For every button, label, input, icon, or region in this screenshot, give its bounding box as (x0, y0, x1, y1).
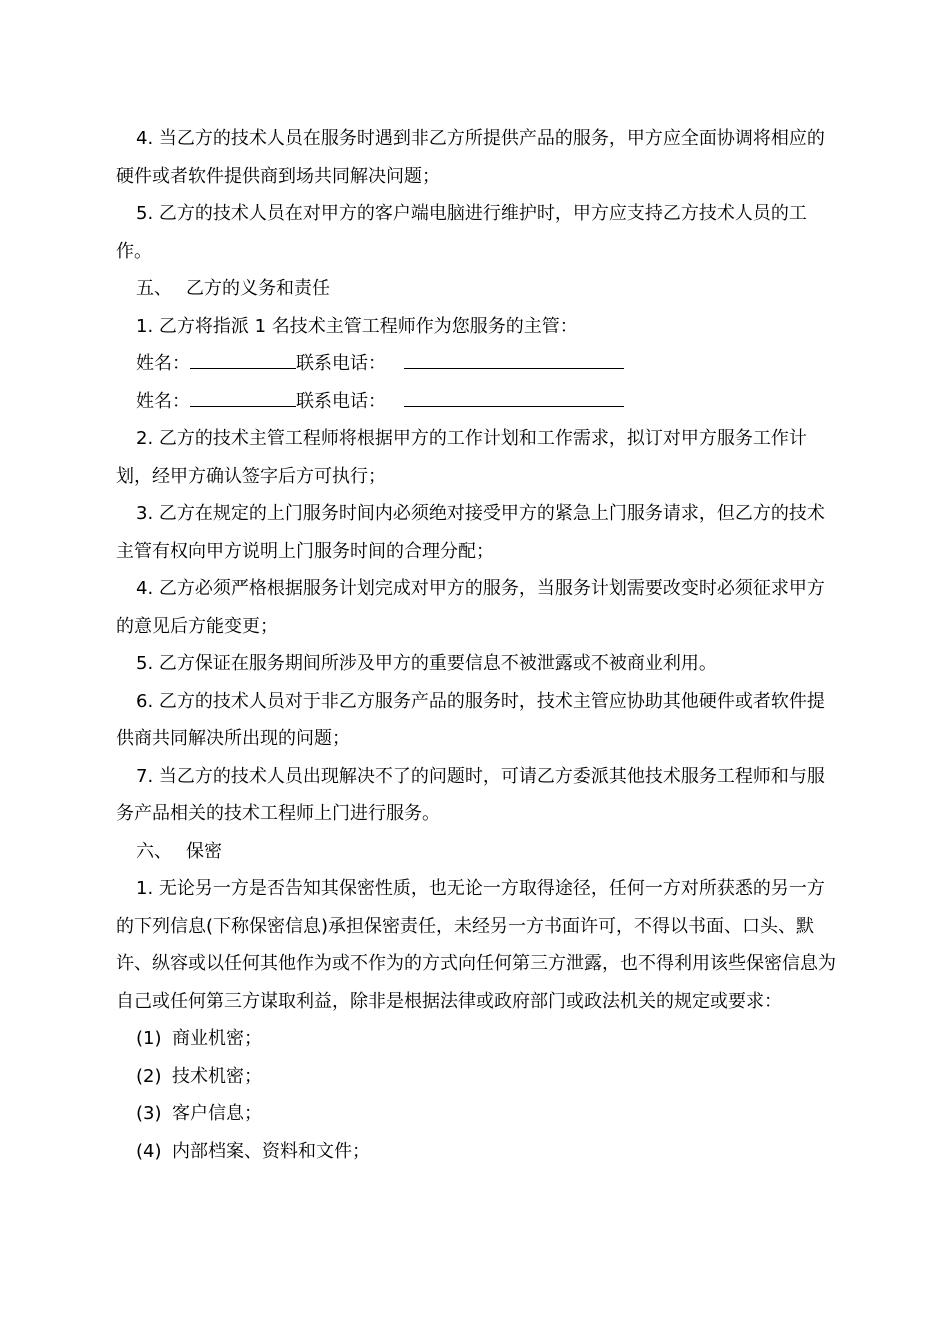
document-body (116, 120, 836, 1170)
list-item-marker: (2) (136, 1065, 162, 1087)
name-label: 姓名： (136, 390, 190, 412)
name-label: 姓名： (136, 353, 190, 374)
list-item-marker: (4) (136, 1140, 162, 1162)
clause-paragraph: 6. 乙方的技术人员对于非乙方服务产品的服务时，技术主管应协助其他硬件或者软件提供商共同解决所出现的问题； (116, 690, 825, 749)
contact-row (116, 345, 836, 383)
list-item-text: 商业机密； (172, 1028, 262, 1049)
list-item-marker: (3) (136, 1103, 162, 1124)
name-blank-field (190, 352, 296, 369)
list-item (116, 1133, 836, 1171)
list-item-text: 内部档案、资料和文件； (172, 1140, 370, 1162)
list-item-text: 客户信息； (172, 1103, 262, 1124)
section-heading-5 (116, 270, 836, 308)
clause-paragraph: 3. 乙方在规定的上门服务时间内必须绝对接受甲方的紧急上门服务请求，但乙方的技术主管有权向甲方说明上门服务时间的合理分配； (116, 503, 825, 562)
section-heading-6 (116, 833, 836, 871)
clause-paragraph: 7. 当乙方的技术人员出现解决不了的问题时，可请乙方委派其他技术服务工程师和与服务产品相关的技术工程师上门进行服务。 (116, 765, 825, 824)
list-item (116, 1020, 836, 1058)
clause-paragraph: 1. 乙方将指派 1 名技术主管工程师作为您服务的主管： (136, 315, 578, 337)
section-title: 保密 (186, 840, 222, 862)
phone-blank-field (404, 352, 624, 369)
list-item-text: 技术机密； (172, 1065, 262, 1087)
list-item-marker: (1) (136, 1028, 162, 1049)
phone-label: 联系电话： (296, 390, 386, 412)
list-item (116, 1095, 836, 1133)
clause-paragraph: 1. 无论另一方是否告知其保密性质，也无论一方取得途径，任何一方对所获悉的另一方的下列信息(下称保密信息)承担保密责任，未经另一方书面许可，不得以书面、口头、默许、纵容或以任何其他作为或不作为的方式向任何第三方泄露，也不得利用该些保密信息为自己或任何第三方谋取利益，除非是根据法律或政府部门或政法机关的规定或要求： (116, 878, 836, 1012)
clause-paragraph: 5. 乙方保证在服务期间所涉及甲方的重要信息不被泄露或不被商业利用。 (136, 653, 717, 674)
section-title: 乙方的义务和责任 (186, 278, 330, 299)
phone-label: 联系电话： (296, 353, 386, 374)
list-item (116, 1058, 836, 1096)
clause-paragraph: 4. 当乙方的技术人员在服务时遇到非乙方所提供产品的服务，甲方应全面协调将相应的硬件或者软件提供商到场共同解决问题； (116, 128, 825, 187)
clause-paragraph: 5. 乙方的技术人员在对甲方的客户端电脑进行维护时，甲方应支持乙方技术人员的工作。 (116, 203, 807, 262)
phone-blank-field (404, 390, 624, 407)
clause-paragraph: 2. 乙方的技术主管工程师将根据甲方的工作计划和工作需求，拟订对甲方服务工作计划，经甲方确认签字后方可执行； (116, 428, 807, 487)
section-number: 六、 (136, 840, 172, 862)
clause-paragraph: 4. 乙方必须严格根据服务计划完成对甲方的服务，当服务计划需要改变时必须征求甲方的意见后方能变更； (116, 578, 825, 637)
name-blank-field (190, 390, 296, 407)
section-number: 五、 (136, 278, 172, 299)
contact-row (116, 383, 836, 421)
